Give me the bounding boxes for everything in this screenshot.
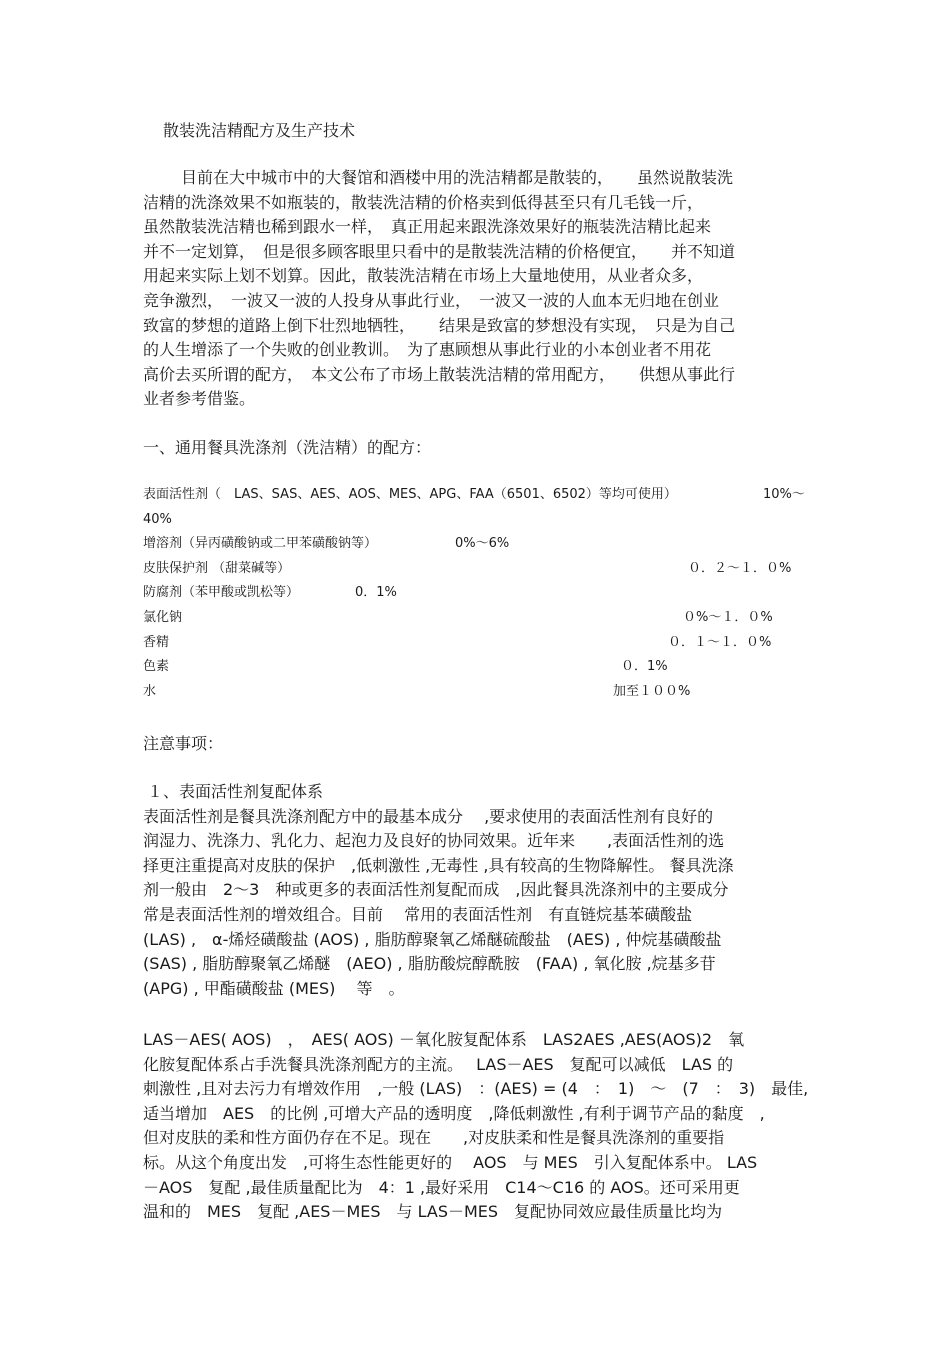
ingredient-name: 防腐剂（苯甲酸或凯松等） — [143, 585, 300, 601]
ingredient-amount: ０．１～１．０% — [668, 634, 772, 650]
recipe-row — [143, 483, 823, 508]
ingredient-amount: ０%～１．０% — [683, 609, 773, 625]
recipe-row — [143, 508, 823, 533]
paragraph-line: 常是表面活性剂的增效组合。目前 常用的表面活性剂 有直链烷基苯磺酸盐 — [143, 904, 693, 924]
paragraph-line: 化胺复配体系占手洗餐具洗涤剂配方的主流。 LAS－AES 复配可以减低 LAS 的 — [143, 1054, 734, 1074]
intro-paragraph — [143, 166, 823, 412]
ingredient-name: 色素 — [143, 659, 170, 675]
paragraph-line: 适当增加 AES 的比例 ,可增大产品的透明度 ,降低刺激性 ,有利于调节产品的黏度 , — [143, 1103, 765, 1123]
ingredient-name: 表面活性剂（ LAS、SAS、AES、AOS、MES、APG、FAA（6501、6502）等均可使用） — [143, 487, 677, 502]
recipe-row — [143, 581, 823, 606]
intro-line: 业者参考借鉴。 — [143, 389, 256, 409]
recipe-row — [143, 680, 823, 705]
ingredient-name: 水 — [143, 683, 157, 699]
ingredient-amount: ０．1% — [621, 659, 668, 675]
compound-system-paragraph — [143, 1028, 823, 1225]
intro-line: 致富的梦想的道路上倒下壮烈地牺牲， 结果是致富的梦想没有实现， 只是为自己 — [143, 315, 736, 335]
recipe-row — [143, 532, 823, 557]
paragraph-line: 剂一般由 2～3 种或更多的表面活性剂复配而成 ,因此餐具洗涤剂中的主要成分 — [143, 880, 729, 900]
intro-line: 并不一定划算， 但是很多顾客眼里只看中的是散装洗洁精的价格便宜， 并不知道 — [143, 241, 736, 261]
intro-line: 虽然散装洗洁精也稀到跟水一样， 真正用起来跟洗涤效果好的瓶装洗洁精比起来 — [143, 217, 712, 237]
recipe-row — [143, 631, 823, 656]
paragraph-line: １、表面活性剂复配体系 — [147, 782, 324, 801]
paragraph-line: 润湿力、洗涤力、乳化力、起泡力及良好的协同效果。近年来 ,表面活性剂的选 — [143, 831, 725, 851]
paragraph-line: (SAS) , 脂肪醇聚氧乙烯醚 (AEO) , 脂肪酸烷醇酰胺 (FAA) , 氧化胺 ,烷基多苷 — [143, 954, 716, 974]
intro-line: 竞争激烈， 一波又一波的人投身从事此行业， 一波又一波的人血本无归地在创业 — [143, 290, 720, 310]
ingredient-amount: 加至１００% — [613, 683, 691, 699]
document-title: 散装洗洁精配方及生产技术 — [163, 121, 356, 140]
ingredient-amount: 10%～ — [763, 487, 805, 502]
ingredient-name: 香精 — [143, 634, 170, 650]
intro-line: 目前在大中城市中的大餐馆和酒楼中用的洗洁精都是散装的， 虽然说散装洗 — [181, 168, 734, 187]
paragraph-line: (APG) , 甲酯磺酸盐 (MES) 等 。 — [143, 978, 405, 998]
paragraph-line: (LAS) , α-烯烃磺酸盐 (AOS) , 脂肪醇聚氧乙烯醚硫酸盐 (AES) , 仲烷基磺酸盐 — [143, 929, 722, 949]
paragraph-line: LAS－AES( AOS) ， AES( AOS) －氧化胺复配体系 LAS2AES ,AES(AOS)2 氧 — [143, 1030, 745, 1049]
paragraph-line: 但对皮肤的柔和性方面仍存在不足。现在 ,对皮肤柔和性是餐具洗涤剂的重要指 — [143, 1128, 725, 1148]
paragraph-line: 标。从这个角度出发 ,可将生态性能更好的 AOS 与 MES 引入复配体系中。 LAS — [143, 1152, 758, 1172]
intro-line: 的人生增添了一个失败的创业教训。 为了惠顾想从事此行业的小本创业者不用花 — [143, 340, 712, 360]
intro-line: 用起来实际上划不划算。因此，散装洗洁精在市场上大量地使用，从业者众多， — [143, 266, 704, 286]
paragraph-line: 温和的 MES 复配 ,AES－MES 与 LAS－MES 复配协同效应最佳质量比均为 — [143, 1202, 723, 1222]
recipe-row — [143, 606, 823, 631]
recipe-list — [143, 483, 823, 704]
notes-heading: 注意事项： — [143, 734, 224, 753]
recipe-row — [143, 557, 823, 582]
ingredient-name: 增溶剂（异丙磺酸钠或二甲苯磺酸钠等） — [143, 536, 378, 552]
ingredient-amount: 0．1% — [355, 585, 397, 601]
section-one-heading: 一、通用餐具洗涤剂（洗洁精）的配方： — [143, 438, 432, 457]
paragraph-line: 择更注重提高对皮肤的保护 ,低刺激性 ,无毒性 ,具有较高的生物降解性。 餐具洗涤 — [143, 855, 734, 875]
ingredient-amount: 0%～6% — [455, 536, 510, 552]
ingredient-amount: ０．２～１．０% — [688, 560, 792, 576]
ingredient-name: 皮肤保护剂 （甜菜碱等） — [143, 560, 291, 576]
recipe-row — [143, 655, 823, 680]
paragraph-line: 刺激性 ,且对去污力有增效作用 ,一般 (LAS) ：(AES) = (4 ： 1) ～ (7 ： 3) 最佳, — [143, 1079, 809, 1099]
ingredient-name: 氯化钠 — [143, 609, 183, 625]
surfactant-section-paragraph — [143, 780, 823, 1001]
intro-line: 洁精的洗涤效果不如瓶装的，散装洗洁精的价格卖到低得甚至只有几毛钱一斤， — [143, 192, 704, 212]
paragraph-line: 表面活性剂是餐具洗涤剂配方中的最基本成分 ,要求使用的表面活性剂有良好的 — [143, 806, 714, 826]
paragraph-line: －AOS 复配 ,最佳质量配比为 4：1 ,最好采用 C14～C16 的 AOS。还可采用更 — [143, 1177, 740, 1197]
intro-line: 高价去买所谓的配方， 本文公布了市场上散装洗洁精的常用配方， 供想从事此行 — [143, 364, 736, 384]
ingredient-name: 40% — [143, 511, 172, 527]
